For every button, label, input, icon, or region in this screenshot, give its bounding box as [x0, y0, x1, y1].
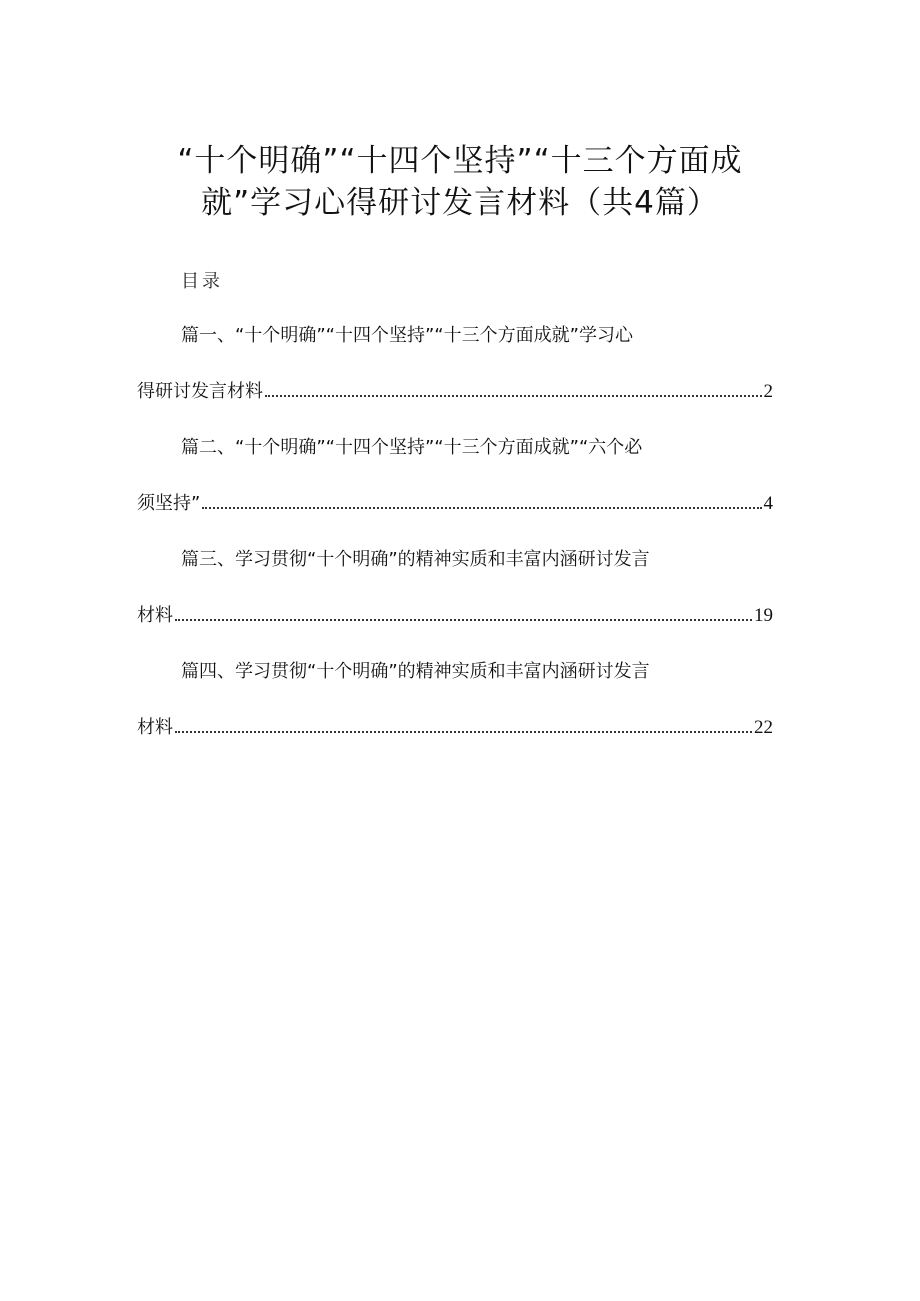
document-title-line-1: “十个明确”“十四个坚持”“十三个方面成 — [177, 143, 743, 179]
toc-entry-1-title-line-1[interactable]: 篇一、“十个明确”“十四个坚持”“十三个方面成就”学习心 — [181, 325, 633, 346]
toc-entry-1-title-line-2[interactable] — [137, 379, 773, 405]
toc-entry-3-page-number: 19 — [754, 605, 773, 626]
toc-entry-3-title-line-2[interactable] — [137, 603, 773, 629]
toc-entry-4-title-line-2[interactable] — [137, 715, 773, 741]
toc-entry-1-dot-leader — [265, 395, 762, 397]
toc-entry-3-title-line-1[interactable]: 篇三、学习贯彻“十个明确”的精神实质和丰富内涵研讨发言 — [181, 549, 650, 570]
toc-entry-2-page-number: 4 — [763, 493, 773, 514]
document-title-line-2: 就”学习心得研讨发言材料（共4篇） — [201, 185, 719, 221]
toc-entry-1-title-rest: 得研讨发言材料 — [137, 381, 263, 402]
toc-heading: 目录 — [181, 271, 223, 292]
toc-entry-4-dot-leader — [175, 731, 752, 733]
toc-entry-4-title-line-1[interactable]: 篇四、学习贯彻“十个明确”的精神实质和丰富内涵研讨发言 — [181, 661, 650, 682]
document-title — [110, 140, 810, 224]
toc-entry-4-page-number: 22 — [754, 717, 773, 738]
toc-entry-3-title-rest: 材料 — [137, 605, 173, 626]
toc-entry-3-dot-leader — [175, 619, 752, 621]
toc-entry-2-title-line-2[interactable] — [137, 491, 773, 517]
toc-entry-1-page-number: 2 — [763, 381, 773, 402]
toc-entry-2-title-rest: 须坚持” — [137, 493, 201, 514]
toc-entry-4-title-rest: 材料 — [137, 717, 173, 738]
toc-entry-2-dot-leader — [202, 507, 761, 509]
toc-entry-2-title-line-1[interactable]: 篇二、“十个明确”“十四个坚持”“十三个方面成就”“六个必 — [181, 437, 643, 458]
